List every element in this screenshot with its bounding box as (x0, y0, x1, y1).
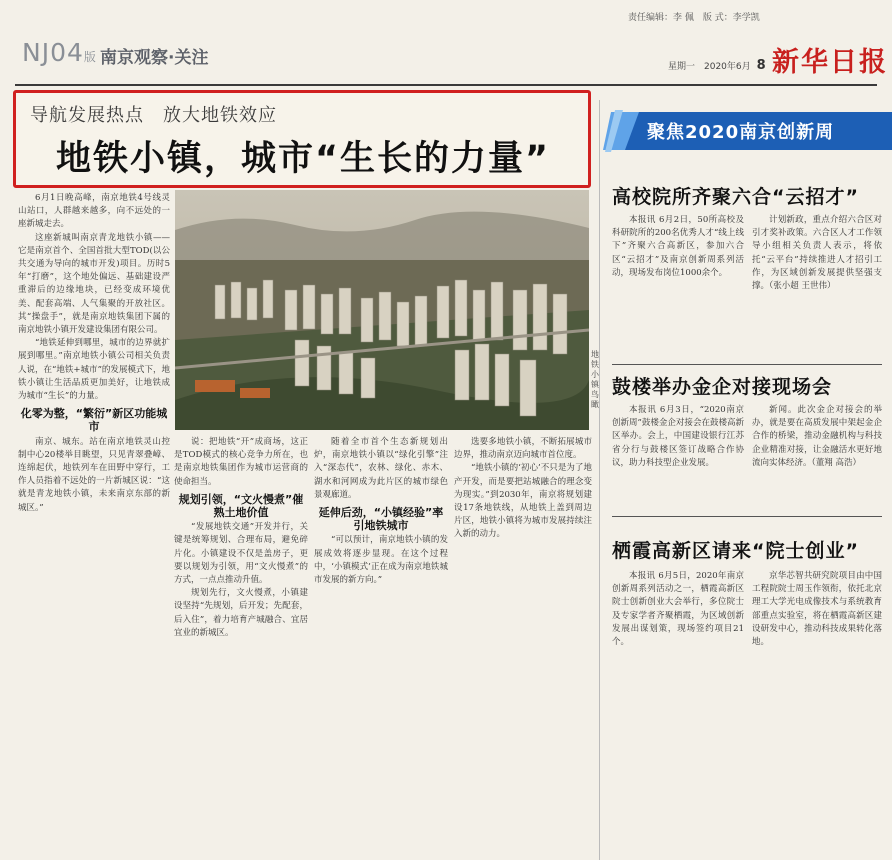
story3-column-2 (752, 570, 882, 860)
header-rule (15, 84, 877, 86)
subheading: 延伸后劲，“小镇经验”率引地铁城市 (318, 506, 444, 533)
editor-credits: 责任编辑：李 佩 版 式：李学凯 (628, 13, 760, 23)
paragraph: 选要多地铁小镇，不断拓展城市边界，推动南京迈向城市首位度。 (454, 437, 592, 461)
banner-title: 聚焦2020南京创新周 (647, 122, 835, 143)
paragraph: 京华芯智共研究院项目由中国工程院院士周玉作领衔，依托北京理工大学光电成像技术与系统教育部重点实验室，将在栖霞高新区建设研发中心，推动科技成果转化落地。 (752, 571, 882, 648)
newspaper-masthead: 新华日报 (772, 47, 888, 78)
paragraph: 6月1日晚高峰，南京地铁4号线灵山站口，人群越来越多，向不远处的一座新城走去。 (18, 193, 170, 230)
lead-title: 地铁小镇，城市“生长的力量” (56, 139, 551, 179)
story-divider (612, 516, 882, 517)
paragraph: 南京、城东。站在南京地铁灵山控制中心20楼举目眺望，只见青翠叠嶂、连绵起伏，地铁列车在田野中穿行，工作人员指着不远处的一片新城区说：“这就是青龙地铁小镇，未来南京东部的新城区。” (18, 436, 170, 513)
story2-column-2 (752, 404, 882, 508)
issue-day: 8 (756, 58, 766, 73)
story1-title: 高校院所齐聚六合“云招才” (612, 186, 859, 208)
story3-column-1 (612, 570, 744, 860)
article-column-3 (314, 436, 448, 860)
article-column-2 (174, 436, 308, 860)
paragraph: 本报讯 6月2日，50所高校及科研院所的200名优秀人才“线上线下”齐聚六合高新区，参加六合区“云招才”及南京创新周系列活动，现场发布岗位1000余个。 (612, 215, 744, 278)
story1-column-2 (752, 214, 882, 354)
story3-title: 栖霞高新区请来“院士创业” (612, 540, 859, 562)
column-divider (599, 100, 600, 860)
subheading: 化零为整，“繁衍”新区功能城市 (20, 407, 168, 434)
subheading: 规划引领，“文火慢煮”催熟土地价值 (178, 492, 304, 520)
story2-title: 鼓楼举办金企对接现场会 (612, 376, 833, 398)
paragraph: 本报讯 6月3日，“2020南京创新周”鼓楼金企对接会在鼓楼高新区举办。会上，中国建设银行江苏省分行与鼓楼区签订战略合作协议，助力科技型企业发展。 (612, 405, 744, 468)
paragraph: “地铁延伸到哪里，城市的边界就扩展到哪里。”南京地铁小镇公司相关负责人说，在“地铁+城市”的发展模式下，地铁小镇让生活品质更加美好，让地铁成为城市“生长”的力量。 (18, 338, 170, 402)
story-divider (612, 364, 882, 365)
page-label: 版 (83, 50, 97, 64)
lead-headline-box (13, 90, 591, 188)
photo-caption: 地铁小镇鸟瞰 (591, 350, 599, 409)
paragraph: “可以预计，南京地铁小镇的发展成效将逐步显现。在这个过程中，‘小镇模式’正在成为南京地铁城市发展的新方向。” (314, 535, 448, 586)
section-title-text: 南京观察·关注 (100, 48, 209, 68)
page-number (22, 38, 103, 67)
aerial-photo (175, 190, 589, 430)
aerial-town-illustration (175, 190, 589, 430)
article-column-4 (454, 436, 592, 860)
lead-subhead: 导航发展热点 放大地铁效应 (30, 105, 277, 126)
paragraph: “地铁小镇的‘初心’不只是为了地产开发，而是要把站城融合的理念变为现实。”到2030年，南京将规划建设17条地铁线，从地铁上盖到周边片区，地铁小镇将为城市发展持续注入新的动力。 (454, 463, 592, 540)
paragraph: “发展地铁交通”开发并行，关键是统筹规划、合理布局，避免碎片化。小镇建设不仅是盖房子，更要以规划为引领，用“文火慢煮”的方式，一点点推动升值。 (174, 522, 308, 586)
issue-date (668, 58, 766, 73)
paragraph: 这座新城叫南京青龙地铁小镇——它是南京首个、全国首批大型TOD(以公共交通为导向的城市开发)项目。历时5年“打磨”，这个地处偏远、基础建设严重滞后的边缘地块，已经变成环境优美、配套高端、人气集聚的开放社区。其“操盘手”，就是南京地铁集团下属的南京地铁小镇开发建设集团有限公司。 (18, 232, 170, 336)
paragraph: 随着全市首个生态新规划出炉，南京地铁小镇以“绿化引擎”注入“深态代”，农林、绿化、赤木、湖水和河网成为此片区的城市绿色景观廊道。 (314, 437, 448, 500)
page-header (0, 0, 892, 86)
story1-column-1 (612, 214, 744, 354)
paragraph: 计划新政，重点介绍六合区对引才奖补政策。六合区人才工作领导小组相关负责人表示，将依托“云平台”持续推进人才招引工作，为区域创新发展提供坚强支撑。（张小超 王世伟） (752, 215, 882, 292)
paragraph: 新闻。此次金企对接会的举办，就是要在高质发展中架起金企合作的桥梁，推动金融机构与科技企业精准对接，让金融活水更好地流向实体经济。（董翔 高浩） (752, 405, 882, 468)
paragraph: 本报讯 6月5日，2020年南京创新周系列活动之一，栖霞高新区院士创新创业大会举行，多位院士及专家学者齐聚栖霞，为区域创新发展出谋划策，现场签约项目21个。 (612, 571, 744, 648)
innovation-week-banner (603, 108, 892, 154)
paragraph: 规划先行，文火慢煮，小镇建设坚持“先规划，后开发；先配套，后入住”，着力培育产城融合、宜居宜业的新城区。 (174, 588, 308, 638)
section-title (100, 43, 208, 68)
article-column-1 (18, 192, 170, 860)
issue-weekday: 星期一 2020年6月 (668, 62, 751, 72)
paragraph: 说：把地铁“开”成商场，这正是TOD模式的核心竞争力所在，也是南京地铁集团作为城市运营商的使命担当。 (174, 437, 308, 487)
page-number-text: NJ04 (22, 38, 84, 67)
story2-column-1 (612, 404, 744, 508)
